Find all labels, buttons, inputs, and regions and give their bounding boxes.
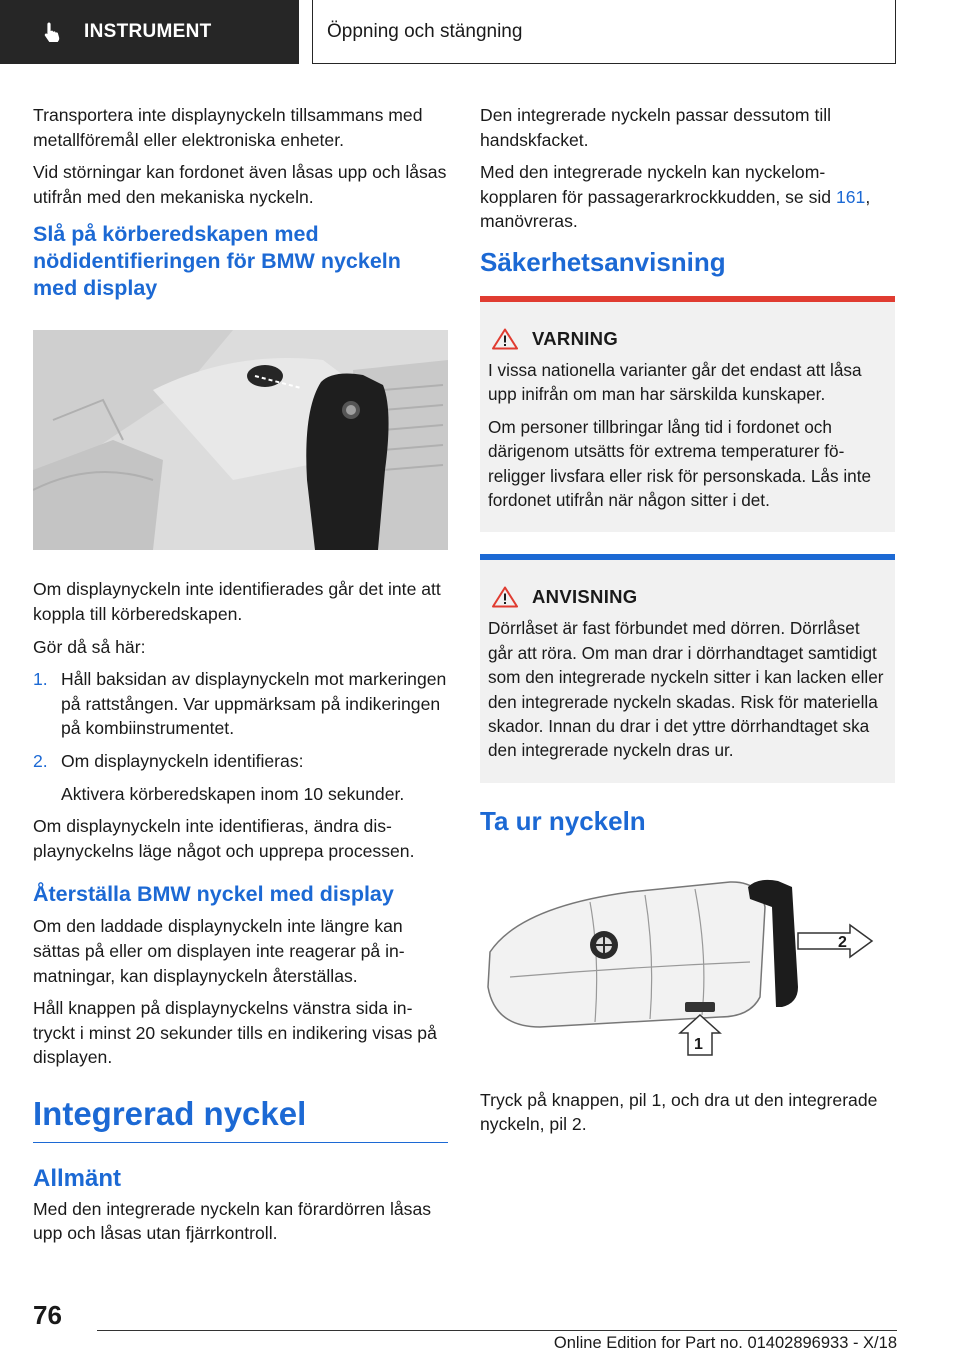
section-tab[interactable] <box>0 0 299 64</box>
section-label: INSTRUMENT <box>84 21 212 42</box>
warning-box <box>480 296 895 532</box>
paragraph: Om displaynyckeln inte identifieras, ändra displaynyckelns läge något och upprepa processen. <box>33 816 415 861</box>
footer-edition: Online Edition for Part no. 01402896933 - X/18 <box>553 1334 897 1352</box>
paragraph: Håll knappen på displaynyckelns vänstra sida intryckt i minst 20 sekunder tills en indikering visas på displayen. <box>33 998 437 1068</box>
notice-box <box>480 554 895 782</box>
notice-title: ANVISNING <box>532 586 638 608</box>
paragraph: I vissa nationella varianter går det endast att låsa upp inifrån om man har särskilda kunskaper. <box>488 359 862 405</box>
paragraph: Den integrerade nyckeln passar dessutom till handskfacket. <box>480 105 832 150</box>
arrow-label-1: 1 <box>694 1035 703 1053</box>
warning-title: VARNING <box>532 327 619 349</box>
paragraph: Om displaynyckeln inte identifierades går det inte att koppla till körberedskapen. <box>33 579 441 624</box>
page-number: 76 <box>33 1300 62 1330</box>
step-number: 2. <box>33 750 48 771</box>
paragraph-with-link: Med den integrerade nyckeln kan nyckelomkopplaren för passagerarkrockkudden, se sid 161, manövreras. <box>480 162 871 232</box>
chapter-title: Öppning och stängning <box>327 20 523 42</box>
right-column <box>480 103 895 1145</box>
steering-column-key-illustration <box>33 330 448 550</box>
hand-pointer-icon <box>40 20 64 44</box>
heading-integrated-key: Integrerad nyckel <box>33 1094 448 1143</box>
list-item <box>33 667 448 741</box>
paragraph: Om personer tillbringar lång tid i fordonet och därigenom utsätts för extrema temperaturer föreligger livsfara eller risk för personskada. Lås inte fordonet utifrån när någon sitter i det. <box>488 416 872 510</box>
step-text: Håll baksidan av displaynyckeln mot markeringen på rattstången. Var uppmärksam på indikeringen på kombiinstrumentet. <box>61 669 447 739</box>
paragraph: Om den laddade displaynyckeln inte längre kan sättas på eller om displayen inte reagerar på inmatningar, kan displaynyckeln återställas. <box>33 916 405 986</box>
paragraph: Tryck på knappen, pil 1, och dra ut den integrerade nyckeln, pil 2. <box>480 1089 878 1135</box>
warning-triangle-icon <box>492 328 518 350</box>
heading-general: Allmänt <box>33 1164 122 1192</box>
step-text: Om displaynyckeln identifieras: <box>61 750 304 771</box>
chapter-header <box>312 0 896 64</box>
step-substep: Aktivera körberedskapen inom 10 sekunder. <box>61 783 405 804</box>
step-number: 1. <box>33 669 48 690</box>
list-item <box>33 749 448 774</box>
paragraph: Med den integrerade nyckeln kan förardörren låsas upp och låsas utan fjärrkontroll. <box>33 1198 432 1244</box>
heading-remove-key: Ta ur nyckeln <box>480 805 646 836</box>
heading-start-readiness: Slå på körberedskapen med nödidentifieringen för BMW nyckeln med display <box>33 222 401 301</box>
footer-divider <box>97 1330 897 1331</box>
arrow-label-2: 2 <box>838 933 847 951</box>
left-column <box>33 103 448 1254</box>
page-link[interactable]: 161 <box>835 186 866 207</box>
paragraph: Vid störningar kan fordonet även låsas upp och låsas utifrån med den mekaniska nyckeln. <box>33 162 447 207</box>
heading-reset-key: Återställa BMW nyckel med display <box>33 882 394 907</box>
notice-triangle-icon <box>492 586 518 608</box>
heading-safety: Säkerhetsanvisning <box>480 246 726 277</box>
integrated-key-removal-illustration <box>480 867 895 1057</box>
steps-list <box>33 667 448 773</box>
paragraph: Transportera inte displaynyckeln tillsammans med metallföremål eller elektroniska enheter. <box>33 105 423 150</box>
paragraph: Dörrlåset är fast förbundet med dörren. Dörrlåset går att röra. Om man drar i dörrhandtaget samtidigt som den integrerade nyckeln sitter i kan lacken eller den integrerade nyckeln skadas. Risk för materiella skador. Innan du drar i det yttre dörrhandtaget ska den integrerade nyckeln dras ur. <box>488 618 884 761</box>
paragraph: Gör då så här: <box>33 636 146 657</box>
